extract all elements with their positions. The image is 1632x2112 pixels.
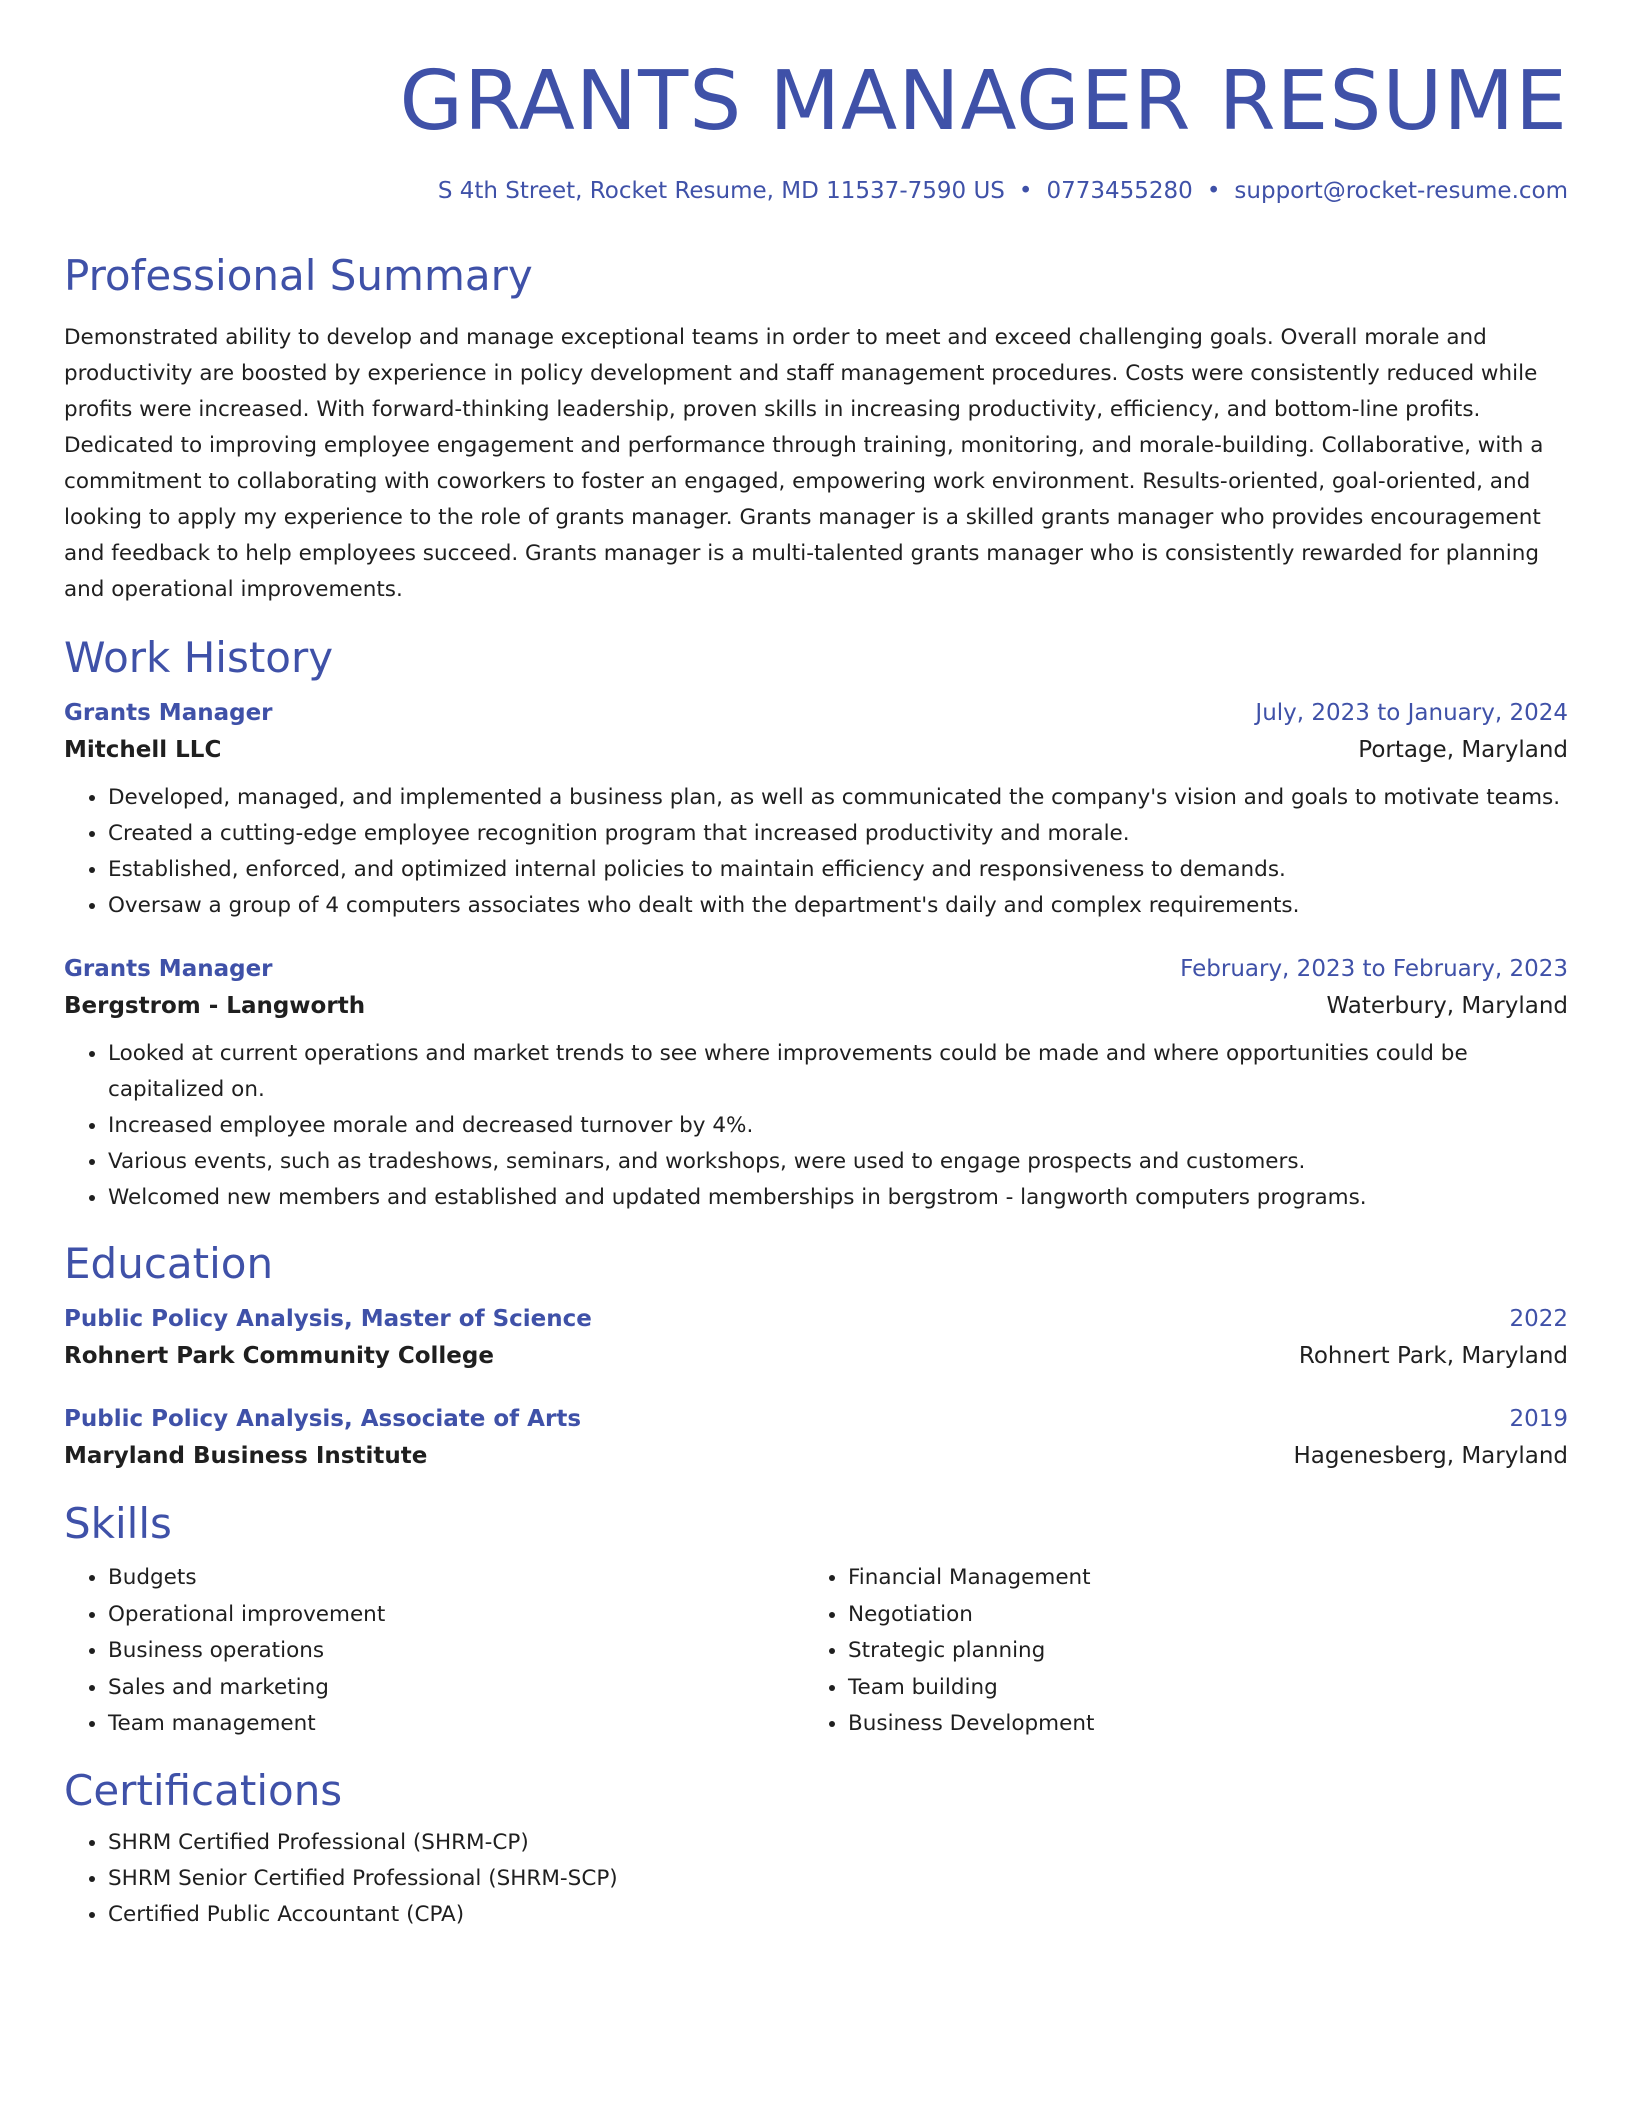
contact-separator: • xyxy=(1018,178,1033,204)
skill-item: • Sales and marketing xyxy=(108,1670,804,1707)
job-location: Waterbury, Maryland xyxy=(1326,993,1568,1019)
education-school: Maryland Business Institute xyxy=(64,1443,428,1469)
job-bullet: • Looked at current operations and market trends to see where improvements could be made and where opportunities could be capitalized on. xyxy=(108,1036,1568,1108)
education-school-row xyxy=(64,1336,1568,1376)
education-year: 2022 xyxy=(1509,1306,1568,1332)
education-degree: Public Policy Analysis, Master of Science xyxy=(64,1306,592,1332)
skill-item: • Business operations xyxy=(108,1633,804,1670)
contact-separator: • xyxy=(1206,178,1221,204)
certification-item: • SHRM Certified Professional (SHRM-CP) xyxy=(108,1825,1568,1861)
job-bullet: • Various events, such as tradeshows, seminars, and workshops, were used to engage prospects and customers. xyxy=(108,1144,1568,1180)
job-title: Grants Manager xyxy=(64,956,273,982)
skill-item: • Team management xyxy=(108,1706,804,1743)
job-header-row xyxy=(64,952,1568,986)
skills-grid xyxy=(64,1560,1568,1743)
resume-title: GRANTS MANAGER RESUME xyxy=(399,54,1568,149)
certification-item: • SHRM Senior Certified Professional (SHRM-SCP) xyxy=(108,1861,1568,1897)
education-header-row xyxy=(64,1302,1568,1336)
education-year: 2019 xyxy=(1509,1406,1568,1432)
job-bullet: • Developed, managed, and implemented a business plan, as well as communicated the company's vision and goals to motivate teams. xyxy=(108,780,1568,816)
contact-line xyxy=(64,176,1568,206)
section-heading-certifications: Certifications xyxy=(64,1765,343,1815)
education-degree: Public Policy Analysis, Associate of Arts xyxy=(64,1406,582,1432)
contact-phone: 0773455280 xyxy=(1046,178,1193,204)
section-heading-summary: Professional Summary xyxy=(64,251,533,300)
section-heading-skills: Skills xyxy=(64,1499,172,1548)
contact-address: S 4th Street, Rocket Resume, MD 11537-7590 US xyxy=(437,178,1005,204)
skills-list-right xyxy=(804,1560,1544,1743)
certifications-list xyxy=(64,1825,1568,1933)
education-location: Hagenesberg, Maryland xyxy=(1293,1443,1568,1469)
job-title: Grants Manager xyxy=(64,700,273,726)
job-header-row xyxy=(64,696,1568,730)
skill-item: • Operational improvement xyxy=(108,1597,804,1634)
skill-item: • Negotiation xyxy=(848,1597,1544,1634)
job-entry xyxy=(64,952,1568,1216)
skills-list-left xyxy=(64,1560,804,1743)
contact-email[interactable]: support@rocket-resume.com xyxy=(1234,178,1568,204)
certification-item: • Certified Public Accountant (CPA) xyxy=(108,1897,1568,1933)
job-company-row xyxy=(64,986,1568,1026)
skill-item: • Team building xyxy=(848,1670,1544,1707)
education-header-row xyxy=(64,1402,1568,1436)
education-entry xyxy=(64,1402,1568,1476)
education-school-row xyxy=(64,1436,1568,1476)
job-bullets xyxy=(64,1036,1568,1216)
job-company: Bergstrom - Langworth xyxy=(64,993,366,1019)
skill-item: • Budgets xyxy=(108,1560,804,1597)
section-heading-work-history: Work History xyxy=(64,633,334,682)
job-company: Mitchell LLC xyxy=(64,737,222,763)
job-bullet: • Oversaw a group of 4 computers associates who dealt with the department's daily and complex requirements. xyxy=(108,888,1568,924)
job-bullet: • Welcomed new members and established and updated memberships in bergstrom - langworth computers programs. xyxy=(108,1180,1568,1216)
job-bullet: • Increased employee morale and decreased turnover by 4%. xyxy=(108,1108,1568,1144)
job-dates: February, 2023 to February, 2023 xyxy=(1180,956,1568,982)
job-entry xyxy=(64,696,1568,924)
summary-text: Demonstrated ability to develop and manage exceptional teams in order to meet and exceed challenging goals. Overall morale and productivity are boosted by experience in policy development and staff management procedures. Costs were consistently reduced while profits were increased. With forward-thinking leadership, proven skills in increasing productivity, efficiency, and bottom-line profits. Dedicated to improving employee engagement and performance through training, monitoring, and morale-building. Collaborative, with a commitment to collaborating with coworkers to foster an engaged, empowering work environment. Results-oriented, goal-oriented, and looking to apply my experience to the role of grants manager. Grants manager is a skilled grants manager who provides encouragement and feedback to help employees succeed. Grants manager is a multi-talented grants manager who is consistently rewarded for planning and operational improvements. xyxy=(64,325,1544,602)
skill-item: • Financial Management xyxy=(848,1560,1544,1597)
job-bullet: • Established, enforced, and optimized internal policies to maintain efficiency and responsiveness to demands. xyxy=(108,852,1568,888)
job-company-row xyxy=(64,730,1568,770)
skill-item: • Business Development xyxy=(848,1706,1544,1743)
skill-item: • Strategic planning xyxy=(848,1633,1544,1670)
education-school: Rohnert Park Community College xyxy=(64,1343,494,1369)
job-bullet: • Created a cutting-edge employee recognition program that increased productivity and morale. xyxy=(108,816,1568,852)
job-dates: July, 2023 to January, 2024 xyxy=(1255,700,1568,726)
job-location: Portage, Maryland xyxy=(1358,737,1568,763)
education-entry xyxy=(64,1302,1568,1376)
job-bullets xyxy=(64,780,1568,924)
education-location: Rohnert Park, Maryland xyxy=(1298,1343,1568,1369)
section-heading-education: Education xyxy=(64,1239,274,1288)
